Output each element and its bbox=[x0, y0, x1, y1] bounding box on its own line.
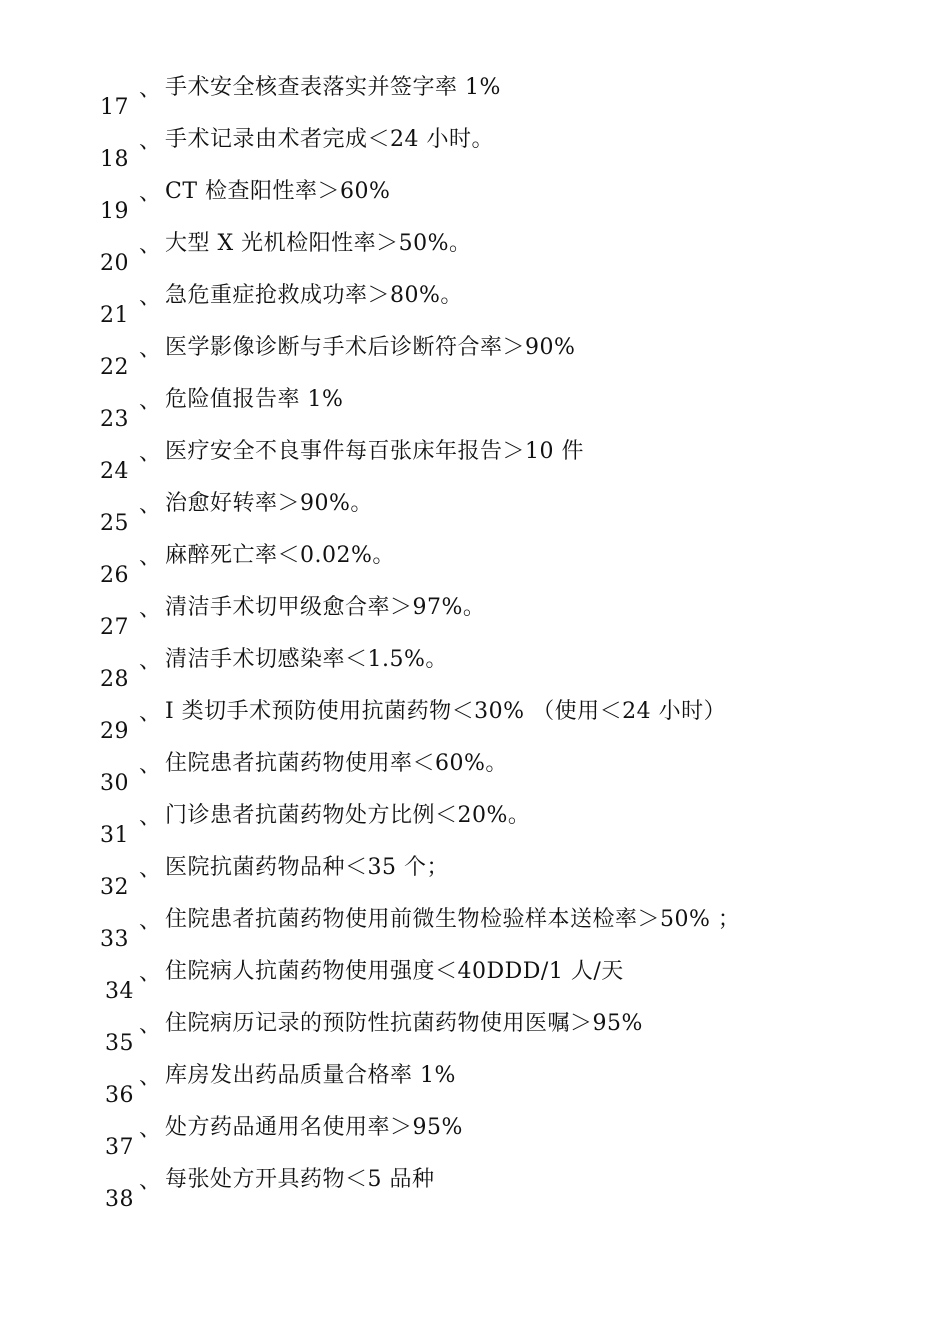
item-number: 28 bbox=[100, 667, 129, 692]
list-item bbox=[0, 439, 950, 491]
item-number: 32 bbox=[100, 875, 129, 900]
list-item bbox=[0, 1011, 950, 1063]
item-number: 36 bbox=[105, 1083, 134, 1108]
list-item bbox=[0, 803, 950, 855]
item-text: 库房发出药品质量合格率 1% bbox=[165, 1063, 456, 1088]
item-separator: 、 bbox=[139, 1169, 162, 1194]
item-separator: 、 bbox=[139, 1117, 162, 1142]
item-separator: 、 bbox=[139, 1013, 162, 1038]
item-text: 住院病人抗菌药物使用强度＜40DDD/1 人/天 bbox=[165, 959, 624, 984]
item-number: 24 bbox=[100, 459, 129, 484]
list-item bbox=[0, 1063, 950, 1115]
item-separator: 、 bbox=[139, 649, 162, 674]
item-number: 29 bbox=[100, 719, 129, 744]
list-item bbox=[0, 595, 950, 647]
item-separator: 、 bbox=[139, 285, 162, 310]
list-item bbox=[0, 75, 950, 127]
list-item bbox=[0, 647, 950, 699]
item-text: 大型 X 光机检阳性率＞50%。 bbox=[165, 231, 472, 256]
item-text: 门诊患者抗菌药物处方比例＜20%。 bbox=[165, 803, 531, 828]
item-number: 26 bbox=[100, 563, 129, 588]
item-text: CT 检查阳性率＞60% bbox=[165, 179, 391, 204]
item-separator: 、 bbox=[139, 597, 162, 622]
list-item bbox=[0, 179, 950, 231]
item-separator: 、 bbox=[139, 337, 162, 362]
item-text: 手术记录由术者完成＜24 小时。 bbox=[165, 127, 494, 152]
list-item bbox=[0, 699, 950, 751]
item-number: 21 bbox=[100, 303, 129, 328]
item-separator: 、 bbox=[139, 545, 162, 570]
item-text: 清洁手术切感染率＜1.5%。 bbox=[165, 647, 448, 672]
item-separator: 、 bbox=[139, 1065, 162, 1090]
item-number: 35 bbox=[105, 1031, 134, 1056]
item-number: 19 bbox=[100, 199, 129, 224]
item-number: 20 bbox=[100, 251, 129, 276]
item-separator: 、 bbox=[139, 961, 162, 986]
item-text: I 类切手术预防使用抗菌药物＜30% （使用＜24 小时） bbox=[165, 699, 727, 724]
item-text: 危险值报告率 1% bbox=[165, 387, 344, 412]
list-item bbox=[0, 283, 950, 335]
item-separator: 、 bbox=[139, 389, 162, 414]
item-text: 住院患者抗菌药物使用率＜60%。 bbox=[165, 751, 508, 776]
item-text: 处方药品通用名使用率＞95% bbox=[165, 1115, 463, 1140]
item-separator: 、 bbox=[139, 701, 162, 726]
list-item bbox=[0, 127, 950, 179]
list-item bbox=[0, 751, 950, 803]
item-text: 清洁手术切甲级愈合率＞97%。 bbox=[165, 595, 486, 620]
item-number: 27 bbox=[100, 615, 129, 640]
list-item bbox=[0, 959, 950, 1011]
item-number: 30 bbox=[100, 771, 129, 796]
item-number: 23 bbox=[100, 407, 129, 432]
item-separator: 、 bbox=[139, 493, 162, 518]
item-text: 麻醉死亡率＜0.02%。 bbox=[165, 543, 395, 568]
item-number: 37 bbox=[105, 1135, 134, 1160]
item-separator: 、 bbox=[139, 857, 162, 882]
item-text: 治愈好转率＞90%。 bbox=[165, 491, 373, 516]
item-number: 33 bbox=[100, 927, 129, 952]
item-separator: 、 bbox=[139, 805, 162, 830]
list-item bbox=[0, 335, 950, 387]
item-text: 住院患者抗菌药物使用前微生物检验样本送检率＞50% ； bbox=[165, 907, 741, 932]
list-item bbox=[0, 855, 950, 907]
item-number: 38 bbox=[105, 1187, 134, 1212]
item-text: 医学影像诊断与手术后诊断符合率＞90% bbox=[165, 335, 576, 360]
item-text: 医疗安全不良事件每百张床年报告＞10 件 bbox=[165, 439, 584, 464]
item-text: 医院抗菌药物品种＜35 个； bbox=[165, 855, 449, 880]
list-item bbox=[0, 387, 950, 439]
list-item bbox=[0, 231, 950, 283]
item-number: 25 bbox=[100, 511, 129, 536]
item-number: 34 bbox=[105, 979, 134, 1004]
item-separator: 、 bbox=[139, 129, 162, 154]
list-item bbox=[0, 1115, 950, 1167]
item-number: 17 bbox=[100, 95, 129, 120]
list-item bbox=[0, 491, 950, 543]
item-separator: 、 bbox=[139, 77, 162, 102]
item-separator: 、 bbox=[139, 441, 162, 466]
list-item bbox=[0, 907, 950, 959]
item-number: 22 bbox=[100, 355, 129, 380]
item-text: 住院病历记录的预防性抗菌药物使用医嘱＞95% bbox=[165, 1011, 643, 1036]
item-text: 急危重症抢救成功率＞80%。 bbox=[165, 283, 463, 308]
item-number: 18 bbox=[100, 147, 129, 172]
item-separator: 、 bbox=[139, 233, 162, 258]
item-separator: 、 bbox=[139, 181, 162, 206]
list-item bbox=[0, 543, 950, 595]
item-separator: 、 bbox=[139, 909, 162, 934]
item-number: 31 bbox=[100, 823, 129, 848]
item-text: 每张处方开具药物＜5 品种 bbox=[165, 1167, 435, 1192]
item-text: 手术安全核查表落实并签字率 1% bbox=[165, 75, 501, 100]
list-item bbox=[0, 1167, 950, 1219]
item-separator: 、 bbox=[139, 753, 162, 778]
